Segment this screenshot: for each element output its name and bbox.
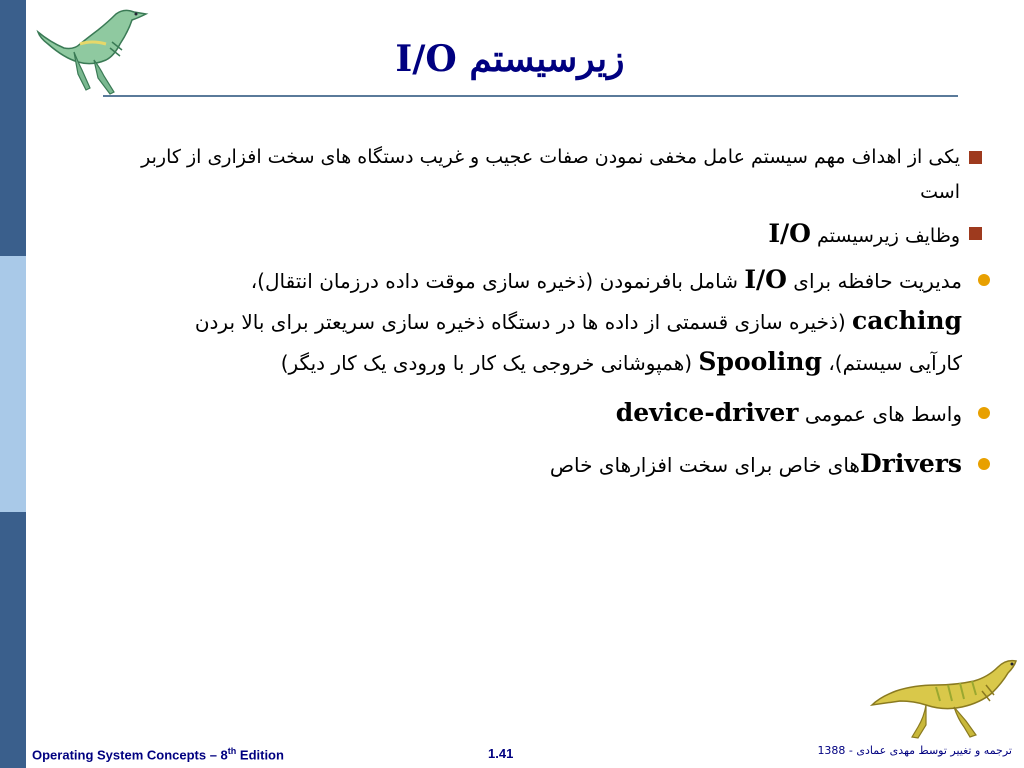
bullet-text bbox=[105, 216, 960, 254]
footer-title-sup: th bbox=[227, 746, 237, 756]
sub-bullet-en: Drivers bbox=[859, 449, 962, 478]
dot-bullet-icon bbox=[978, 458, 990, 470]
footer-title-prefix: Operating System Concepts – 8 bbox=[32, 747, 228, 763]
bullet-goal bbox=[90, 140, 960, 210]
footer-title-suffix: Edition bbox=[236, 747, 284, 763]
dot-bullet-icon bbox=[978, 407, 990, 419]
sub-bullet-en: device-driver bbox=[615, 398, 799, 427]
sub-bullet-en2: caching bbox=[852, 306, 962, 335]
page-number: 1.41 bbox=[488, 746, 514, 761]
sub-bullet-buffering bbox=[90, 260, 962, 383]
bullet-text: یکی از اهداف مهم سیستم عامل مخفی نمودن صفات عجیب و غریب دستگاه های سخت افزاری از کاربر است bbox=[141, 146, 960, 203]
sub-bullet-drivers bbox=[90, 444, 962, 485]
sub-bullet-interfaces bbox=[90, 393, 962, 434]
title-divider bbox=[103, 95, 958, 97]
bullet-text-en: I/O bbox=[768, 219, 811, 248]
sub-bullet-part3: (ذخیره سازی قسمتی از داده ها در دستگاه ذخیره سازی سریعتر برای بالا بردن کارآیی سیستم)، bbox=[194, 310, 962, 375]
footer-book-title bbox=[32, 746, 284, 762]
bullet-text-fa: وظایف زیرسیستم bbox=[816, 225, 960, 247]
dot-bullet-icon bbox=[978, 274, 990, 286]
slide-title-fa: زیرسیستم bbox=[469, 38, 625, 80]
sidebar-stripe bbox=[0, 0, 26, 768]
sub-bullet-text bbox=[140, 393, 962, 434]
slide-title-en: I/O bbox=[395, 38, 457, 80]
sub-bullet-en1: I/O bbox=[744, 265, 787, 294]
sub-bullet-fa: های خاص برای سخت افزارهای خاص bbox=[549, 453, 860, 477]
slide-title bbox=[300, 38, 720, 80]
sub-bullet-part4: (همپوشانی خروجی یک کار با ورودی یک کار دیگر) bbox=[280, 351, 693, 375]
sub-bullet-text bbox=[140, 444, 962, 485]
sub-bullet-text bbox=[140, 260, 962, 383]
sub-bullet-fa: واسط های عمومی bbox=[804, 402, 962, 426]
sub-bullet-part1: مدیریت حافظه برای bbox=[793, 269, 962, 293]
dinosaur-logo-bottom bbox=[866, 655, 1024, 740]
dinosaur-logo-top bbox=[34, 4, 158, 96]
bullet-io-tasks bbox=[90, 216, 960, 254]
sub-bullet-part2: شامل بافرنمودن (ذخیره سازی موقت داده درزمان انتقال)، bbox=[250, 269, 738, 293]
sub-bullet-en3: Spooling bbox=[698, 347, 822, 376]
footer-credit: ترجمه و تغییر توسط مهدی عمادی - 1388 bbox=[817, 744, 1012, 757]
square-bullet-icon bbox=[969, 151, 982, 164]
slide-body bbox=[90, 140, 960, 485]
square-bullet-icon bbox=[969, 227, 982, 240]
